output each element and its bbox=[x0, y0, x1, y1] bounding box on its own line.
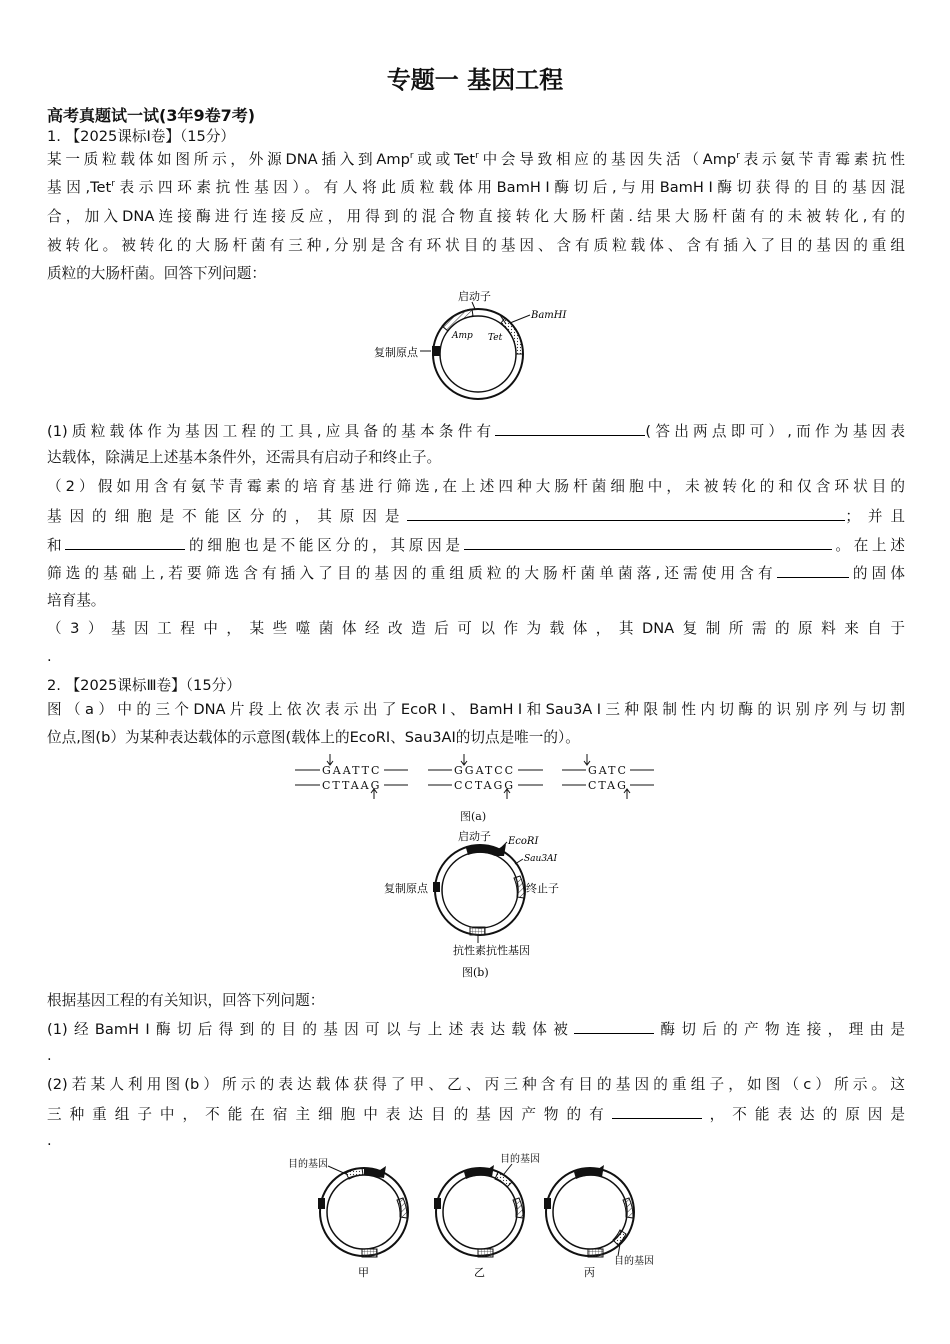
q1-fig-amp: Amp bbox=[452, 331, 473, 341]
q1-intro-line-1: 某一质粒载体如图所示，外源DNA插入到Amp$^r$或或Tet$^r$中会导致相应的基因失活（Amp$^r$表示氨苄青霉素抗性 bbox=[47, 151, 905, 168]
seq-1-top: GAATTC bbox=[322, 764, 382, 777]
seq-2-bottom: CCTAGG bbox=[454, 779, 516, 792]
fig-c-name-bing: 丙 bbox=[584, 1266, 595, 1279]
fig-a-caption: 图(a) bbox=[460, 810, 487, 823]
q1-part2-line5: 培育基。 bbox=[47, 592, 106, 609]
page-title: 专题一 基因工程 bbox=[386, 66, 564, 94]
q1-fig-tet: Tet bbox=[488, 333, 503, 343]
q1-intro-line-4: 被转化。被转化的大肠杆菌有三种,分别是含有环状目的基因、含有质粒载体、含有插入了目的基因的重组 bbox=[47, 237, 905, 254]
q2-part2-line2: 三种重组子中，不能在宿主细胞中表达目的基因产物的有 ，不能表达的原因是 bbox=[47, 1103, 905, 1125]
seq-3-top: GATC bbox=[588, 764, 628, 777]
recombinant-bing bbox=[544, 1165, 654, 1279]
q1-part1-line2: 达载体，除满足上述基本条件外，还需具有启动子和终止子。 bbox=[47, 449, 442, 466]
q2-figure-a bbox=[290, 752, 670, 824]
q1-header: 1. 【2025课标Ⅰ卷】（15分） bbox=[47, 128, 236, 145]
fig-b-resistance: 抗性素抗性基因 bbox=[453, 944, 530, 957]
q1-plasmid-figure bbox=[360, 286, 600, 404]
q1-fig-promoter: 启动子 bbox=[458, 290, 491, 303]
fig-c-gene-1: 目的基因 bbox=[288, 1159, 328, 1170]
fig-c-name-yi: 乙 bbox=[474, 1266, 485, 1279]
fig-b-sau3ai: Sau3AⅠ bbox=[524, 854, 558, 864]
fig-b-ori: 复制原点 bbox=[384, 882, 428, 895]
q2-part1-line2: . bbox=[47, 1047, 52, 1064]
recombinant-yi bbox=[434, 1152, 540, 1279]
q2-part2-line3: . bbox=[47, 1132, 52, 1149]
seq-2-top: GGATCC bbox=[454, 764, 516, 777]
q1-part2-line3: 和 的细胞也是不能区分的，其原因是 。在上述 bbox=[47, 534, 905, 556]
q2-header: 2. 【2025课标Ⅲ卷】（15分） bbox=[47, 677, 241, 694]
q1-part3-line1: （3）基因工程中，某些噬菌体经改造后可以作为载体，其DNA复制所需的原料来自于 bbox=[47, 620, 905, 637]
q1-part2-line1: （2）假如用含有氨苄青霉素的培育基进行筛选,在上述四种大肠杆菌细胞中，未被转化的和仅含环状目的 bbox=[47, 478, 905, 495]
q1-part1-line1: (1)质粒载体作为基因工程的工具,应具备的基本条件有 (答出两点即可）,而作为基因表 bbox=[47, 420, 905, 442]
q2-intro-line1: 图（a）中的三个DNA片段上依次表示出了EcoRⅠ、BamHⅠ和Sau3AⅠ三种限制性内切酶的识别序列与切割 bbox=[47, 701, 905, 718]
q2-part2-line1: (2)若某人利用图(b）所示的表达载体获得了甲、乙、丙三种含有目的基因的重组子，如图（c）所示。这 bbox=[47, 1076, 905, 1093]
seq-1-bottom: CTTAAG bbox=[322, 779, 382, 792]
fig-c-gene-2: 目的基因 bbox=[500, 1154, 540, 1165]
q1-intro-line-5: 质粒的大肠杆菌。回答下列问题： bbox=[47, 265, 266, 282]
fig-b-ecori: EcoRⅠ bbox=[508, 836, 539, 847]
q1-intro-line-2: 基因,Tet$^r$表示四环素抗性基因）。有人将此质粒载体用BamHⅠ酶切后,与用BamHⅠ酶切获得的目的基因混 bbox=[47, 179, 905, 196]
q2-figure-b bbox=[370, 826, 600, 982]
q2-intro-line2: 位点,图(b）为某种表达载体的示意图(载体上的EcoRⅠ、Sau3AⅠ的切点是唯一的）。 bbox=[47, 729, 580, 746]
fig-b-terminator: 终止子 bbox=[526, 882, 559, 895]
seq-3-bottom: CTAG bbox=[588, 779, 628, 792]
q2-part1-line1: (1)经BamHⅠ酶切后得到的目的基因可以与上述表达载体被 酶切后的产物连接，理由是 bbox=[47, 1018, 905, 1040]
fig-c-name-jia: 甲 bbox=[358, 1266, 369, 1279]
fig-b-promoter: 启动子 bbox=[458, 830, 491, 843]
q1-part3-line2: . bbox=[47, 648, 52, 665]
q1-part2-line2: 基因的细胞是不能区分的，其原因是 ；并且 bbox=[47, 505, 905, 527]
q1-part2-line4: 筛选的基础上,若要筛选含有插入了目的基因的重组质粒的大肠杆菌单菌落,还需使用含有 的固体 bbox=[47, 562, 905, 584]
q1-fig-ori: 复制原点 bbox=[374, 346, 418, 359]
q1-intro-line-3: 合，加入DNA连接酶进行连接反应，用得到的混合物直接转化大肠杆菌.结果大肠杆菌有的未被转化,有的 bbox=[47, 208, 905, 225]
ori-block-icon bbox=[432, 346, 440, 356]
recombinant-jia bbox=[288, 1157, 408, 1279]
fig-c-gene-3: 目的基因 bbox=[614, 1256, 654, 1267]
q1-fig-bamhi: BamHⅠ bbox=[531, 310, 567, 321]
fig-b-caption: 图(b) bbox=[462, 966, 489, 979]
q2-lead: 根据基因工程的有关知识，回答下列问题： bbox=[47, 992, 325, 1009]
section-heading: 高考真题试一试(3年9卷7考) bbox=[47, 106, 256, 125]
q2-figure-c bbox=[280, 1152, 680, 1282]
